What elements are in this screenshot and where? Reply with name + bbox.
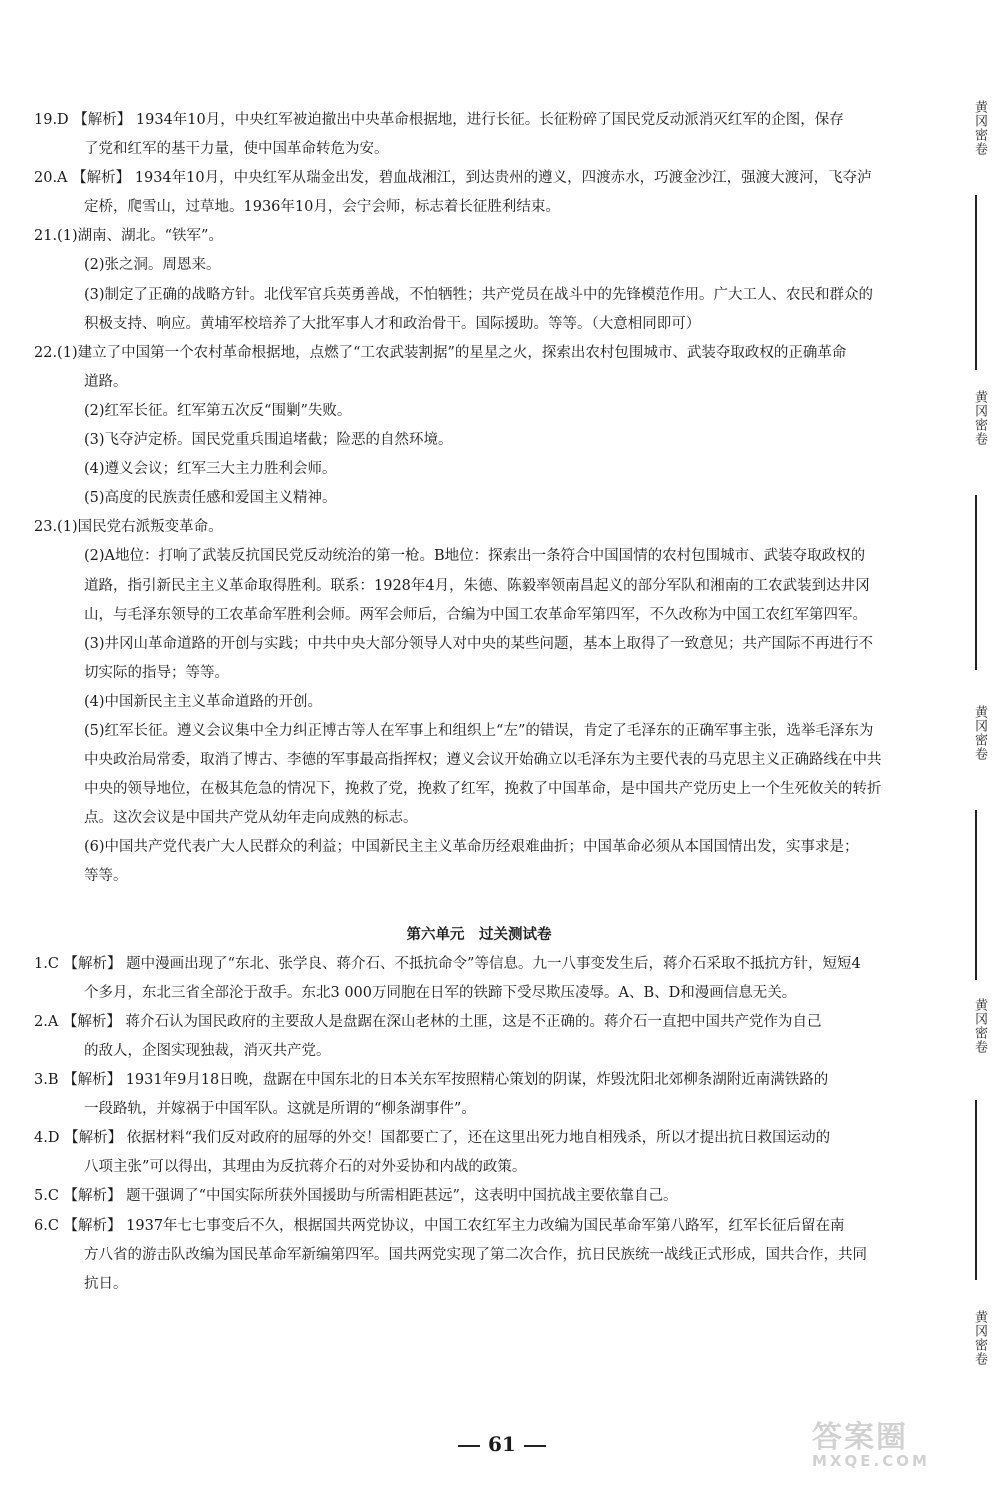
watermark-logo: 答案圈 MXQE.COM	[812, 1420, 930, 1470]
answer-line: 的敌人，企图实现独裁，消灭共产党。	[84, 1043, 331, 1059]
answer-line: 抗日。	[84, 1275, 128, 1292]
answer-line: 4.D 【解析】 依据材料“我们反对政府的屈辱的外交！国都要亡了，还在这里出死力地自相残杀，所以才提出抗日救国运动的	[34, 1130, 831, 1147]
answer-line: (4)中国新民主主义革命道路的开创。	[84, 693, 323, 710]
side-divider	[975, 810, 977, 980]
answer-line: 21.(1)湖南、湖北。“铁军”。	[34, 228, 223, 245]
answer-line: (6)中国共产党代表广大人民群众的利益；中国新民主主义革命历经艰难曲折；中国革命必须从本国国情出发，实事求是；	[84, 839, 859, 856]
answer-line: 点。这次会议是中国共产党从幼年走向成熟的标志。	[84, 810, 418, 827]
answer-line: 个多月，东北三省全部沦于敌手。东北3 000万同胞在日军的铁蹄下受尽欺压凌辱。A、B、D和漫画信息无关。	[84, 984, 797, 1001]
answers-block-unit6	[34, 950, 924, 1299]
answer-line: 20.A 【解析】 1934年10月，中央红军从瑞金出发，碧血战湘江，到达贵州的遵义，四渡赤水，巧渡金沙江，强渡大渡河，飞夺泸	[34, 170, 872, 187]
side-divider	[975, 495, 977, 670]
answer-line: 中央政治局常委，取消了博古、李德的军事最高指挥权；遵义会议开始确立以毛泽东为主要代表的马克思主义正确路线在中共	[84, 752, 882, 769]
side-label: 黄冈密卷	[972, 705, 987, 761]
answer-line: 八项主张”可以得出，其理由为反抗蒋介石的对外妥协和内战的政策。	[84, 1159, 527, 1176]
side-label: 黄冈密卷	[972, 998, 987, 1054]
answer-line: 道路。	[84, 373, 128, 390]
answer-line: 切实际的指导；等等。	[84, 664, 229, 681]
answer-line: 19.D 【解析】 1934年10月，中央红军被迫撤出中央革命根据地，进行长征。长征粉碎了国民党反动派消灭红军的企图，保存	[34, 112, 844, 128]
answer-line: 3.B 【解析】 1931年9月18日晚，盘踞在中国东北的日本关东军按照精心策划的阴谋，炸毁沈阳北郊柳条湖附近南满铁路的	[34, 1072, 829, 1089]
side-divider	[975, 1100, 977, 1280]
answer-line: (4)遵义会议；红军三大主力胜利会师。	[84, 461, 337, 478]
answer-line: (5)红军长征。遵义会议集中全力纠正博古等人在军事上和组织上“左”的错误，肯定了毛泽东的正确军事主张，选举毛泽东为	[84, 722, 874, 739]
answer-line: 等等。	[84, 868, 128, 885]
answer-content	[34, 106, 924, 1299]
answer-line: 23.(1)国民党右派叛变革命。	[34, 519, 223, 536]
answer-line: 道路，指引新民主主义革命取得胜利。联系：1928年4月，朱德、陈毅率领南昌起义的部分军队和湘南的工农武装到达井冈	[84, 577, 870, 594]
answer-line: 中央的领导地位，在极其危急的情况下，挽救了党，挽救了红军，挽救了中国革命，是中国共产党历史上一个生死攸关的转折	[84, 781, 882, 798]
answer-line: (3)飞夺泸定桥。国民党重兵围追堵截；险恶的自然环境。	[84, 432, 453, 449]
side-label: 黄冈密卷	[972, 1310, 987, 1366]
answers-block-unit5	[34, 106, 924, 892]
answer-line: 了党和红军的基干力量，使中国革命转危为安。	[84, 141, 389, 158]
answer-line: 方八省的游击队改编为国民革命军新编第四军。国共两党实现了第二次合作，抗日民族统一战线正式形成，国共合作，共同	[84, 1246, 867, 1263]
answer-line: 6.C 【解析】 1937年七七事变后不久，根据国共两党协议，中国工农红军主力改编为国民革命军第八路军，红军长征后留在南	[34, 1217, 845, 1234]
answer-line: (5)高度的民族责任感和爱国主义精神。	[84, 490, 337, 507]
answer-line: 1.C 【解析】 题中漫画出现了“东北、张学良、蒋介石、不抵抗命令”等信息。九一八事变发生后，蒋介石采取不抵抗方针，短短4	[34, 955, 861, 972]
answer-line: 5.C 【解析】 题干强调了“中国实际所获外国援助与所需相距甚远”，这表明中国抗战主要依靠自己。	[34, 1188, 678, 1205]
answer-line: 22.(1)建立了中国第一个农村革命根据地，点燃了“工农武装割据”的星星之火，探索出农村包围城市、武装夺取政权的正确革命	[34, 344, 847, 361]
side-label: 黄冈密卷	[972, 100, 987, 156]
answer-line: 一段路轨，并嫁祸于中国军队。这就是所谓的“柳条湖事件”。	[84, 1101, 476, 1118]
side-margin	[950, 100, 1000, 1430]
answer-line: 积极支持、响应。黄埔军校培养了大批军事人才和政治骨干。国际援助。等等。（大意相同即可）	[84, 315, 701, 332]
answer-line: (3)制定了正确的战略方针。北伐军官兵英勇善战，不怕牺牲；共产党员在战斗中的先锋模范作用。广大工人、农民和群众的	[84, 286, 874, 303]
answer-line: (2)红军长征。红军第五次反“围剿”失败。	[84, 402, 352, 419]
side-label: 黄冈密卷	[972, 390, 987, 446]
section-title: 第六单元 过关测试卷	[406, 926, 552, 943]
side-divider	[975, 195, 977, 370]
answer-line: (2)A地位：打响了武装反抗国民党反动统治的第一枪。B地位：探索出一条符合中国国情的农村包围城市、武装夺取政权的	[84, 548, 866, 565]
answer-line: 2.A 【解析】 蒋介石认为国民政府的主要敌人是盘踞在深山老林的土匪，这是不正确的。蒋介石一直把中国共产党作为自己	[34, 1013, 822, 1030]
answer-line: (3)井冈山革命道路的开创与实践；中共中央大部分领导人对中央的某些问题，基本上取得了一致意见；共产国际不再进行不	[84, 635, 874, 652]
answer-line: 山，与毛泽东领导的工农革命军胜利会师。两军会师后，合编为中国工农革命军第四军，不久改称为中国工农红军第四军。	[84, 606, 867, 623]
page-number: 61	[450, 1432, 554, 1456]
answer-line: (2)张之洞。周恩来。	[84, 257, 221, 274]
answer-line: 定桥，爬雪山，过草地。1936年10月，会宁会师，标志着长征胜利结束。	[84, 199, 560, 216]
